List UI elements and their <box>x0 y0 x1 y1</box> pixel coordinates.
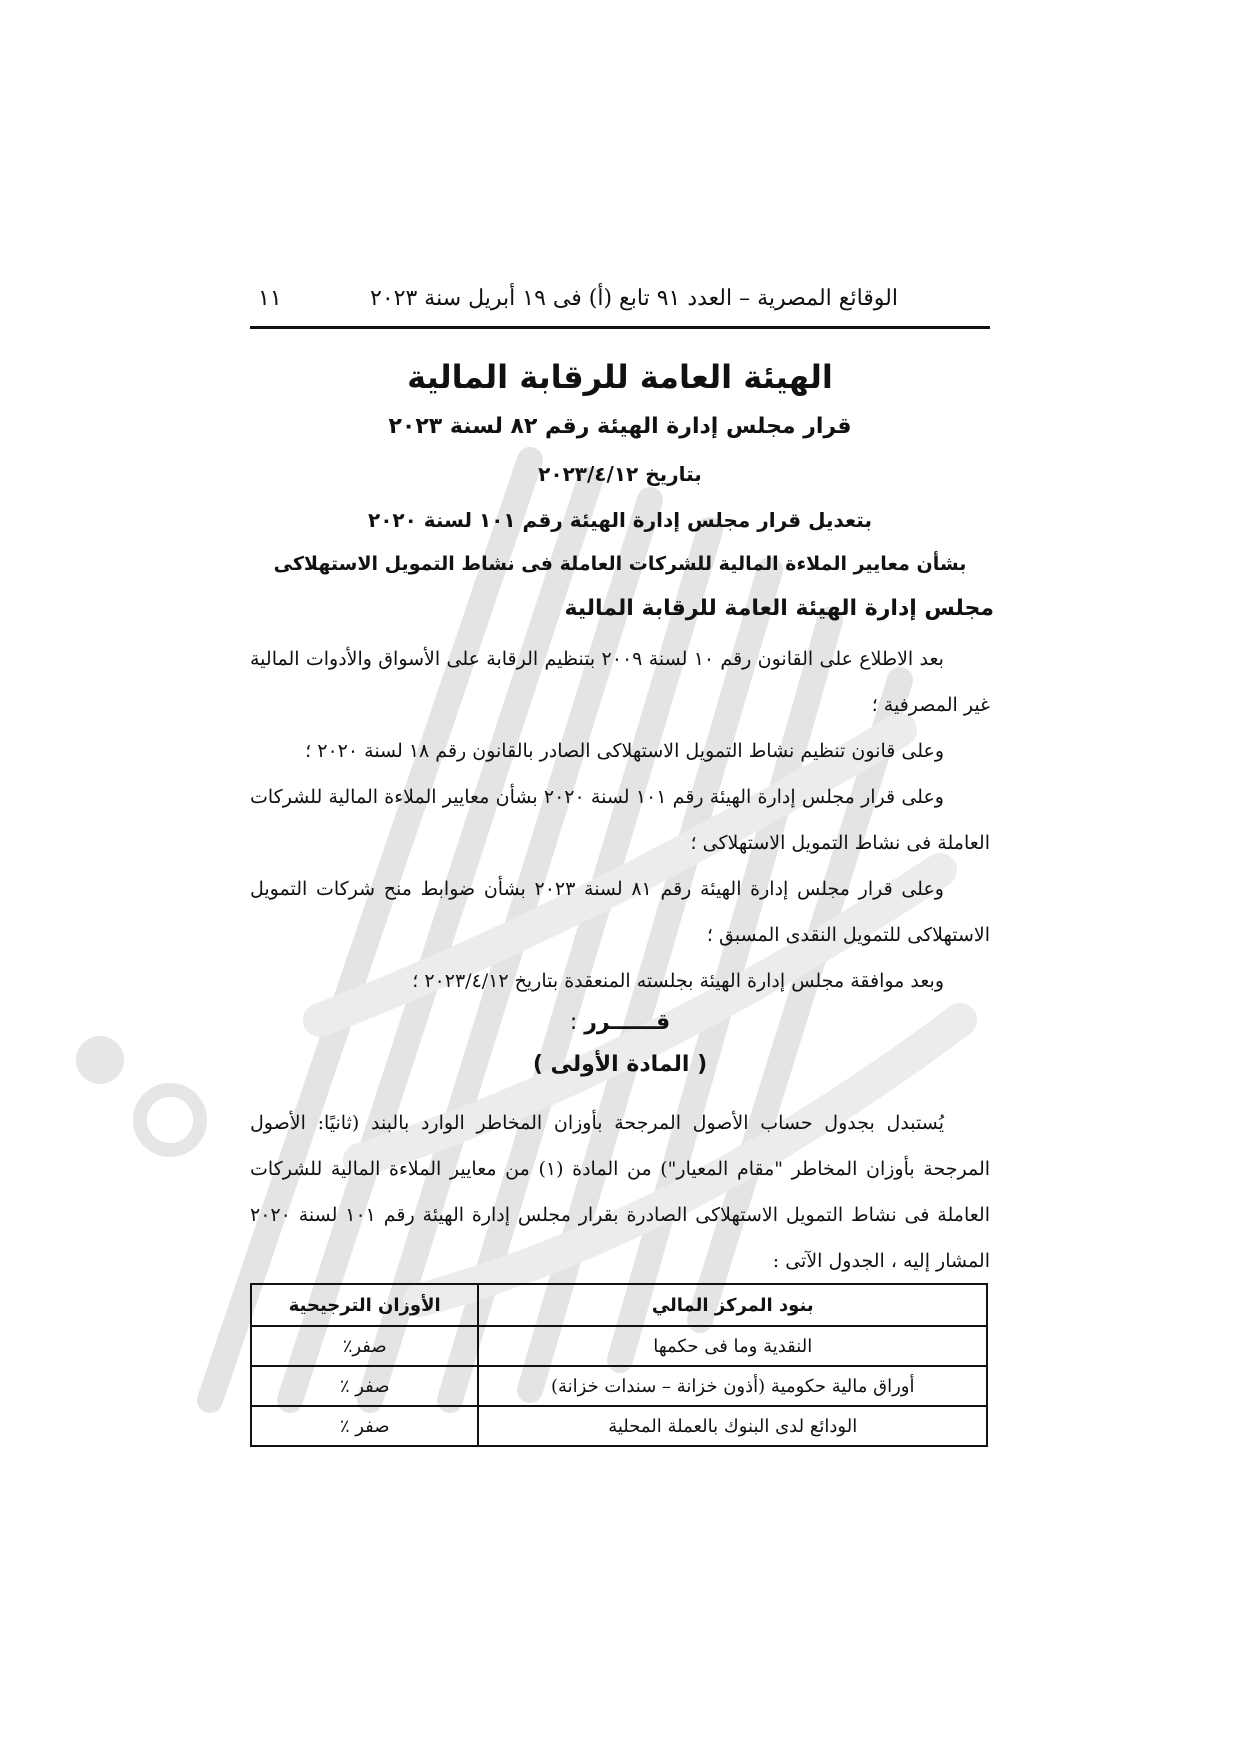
table-row <box>251 1406 987 1446</box>
authority-title: الهيئة العامة للرقابة المالية <box>407 358 833 396</box>
amendment-line: بتعديل قرار مجلس إدارة الهيئة رقم ١٠١ لسنة ٢٠٢٠ <box>368 508 872 532</box>
decision-date: بتاريخ ٢٠٢٣/٤/١٢ <box>538 462 702 486</box>
article-text: يُستبدل بجدول حساب الأصول المرجحة بأوزان المخاطر الوارد بالبند (ثانيًا: الأصول المرجحة بأوزان المخاطر "مقام المعيار") من المادة (١) من معايير الملاءة المالية للشركات العاملة فى نشاط التمويل الاستهلاكى الصادرة بقرار مجلس إدارة الهيئة رقم ١٠١ لسنة ٢٠٢٠ المشار إليه ، الجدول الآتى : <box>250 1112 991 1272</box>
preamble-paragraph: وعلى قانون تنظيم نشاط التمويل الاستهلاكى الصادر بالقانون رقم ١٨ لسنة ٢٠٢٠ ؛ <box>305 740 944 762</box>
page-header <box>250 282 990 329</box>
article-heading: ( المادة الأولى ) <box>532 1052 708 1077</box>
risk-weights-table <box>250 1283 988 1447</box>
table-row <box>251 1326 987 1366</box>
column-header: الأوزان الترجيحية <box>251 1284 478 1326</box>
preamble-paragraph: بعد الاطلاع على القانون رقم ١٠ لسنة ٢٠٠٩ بتنظيم الرقابة على الأسواق والأدوات المالية غير المصرفية ؛ <box>250 648 990 716</box>
table-row <box>251 1366 987 1406</box>
table-cell: أوراق مالية حكومية (أذون خزانة – سندات خزانة) <box>478 1366 987 1406</box>
decree-heading <box>250 1010 990 1035</box>
page-number: ١١ <box>258 286 282 311</box>
preamble-paragraph: وعلى قرار مجلس إدارة الهيئة رقم ١٠١ لسنة ٢٠٢٠ بشأن معايير الملاءة المالية للشركات العاملة فى نشاط التمويل الاستهلاكى ؛ <box>250 786 990 854</box>
table-cell: صفر ٪ <box>251 1406 478 1446</box>
decision-title: قرار مجلس إدارة الهيئة رقم ٨٢ لسنة ٢٠٢٣ <box>388 414 852 439</box>
gazette-issue-line: الوقائع المصرية – العدد ٩١ تابع (أ) فى ١٩ أبريل سنة ٢٠٢٣ <box>370 286 898 311</box>
column-header: بنود المركز المالي <box>478 1284 987 1326</box>
preamble-paragraph: وعلى قرار مجلس إدارة الهيئة رقم ٨١ لسنة ٢٠٢٣ بشأن ضوابط منح شركات التمويل الاستهلاكى للتمويل النقدى المسبق ؛ <box>250 878 990 946</box>
table-header-row <box>251 1284 987 1326</box>
table-cell: النقدية وما فى حكمها <box>478 1326 987 1366</box>
decree-colon: : <box>569 1010 585 1035</box>
subject-line: بشأن معايير الملاءة المالية للشركات العاملة فى نشاط التمويل الاستهلاكى <box>273 553 967 575</box>
table-cell: الودائع لدى البنوك بالعملة المحلية <box>478 1406 987 1446</box>
preamble-paragraph: وبعد موافقة مجلس إدارة الهيئة بجلسته المنعقدة بتاريخ ٢٠٢٣/٤/١٢ ؛ <box>412 970 944 992</box>
board-heading: مجلس إدارة الهيئة العامة للرقابة المالية <box>564 596 994 621</box>
table-cell: صفر ٪ <box>251 1366 478 1406</box>
table-cell: صفر٪ <box>251 1326 478 1366</box>
decree-word: قــــــرر <box>584 1010 671 1035</box>
